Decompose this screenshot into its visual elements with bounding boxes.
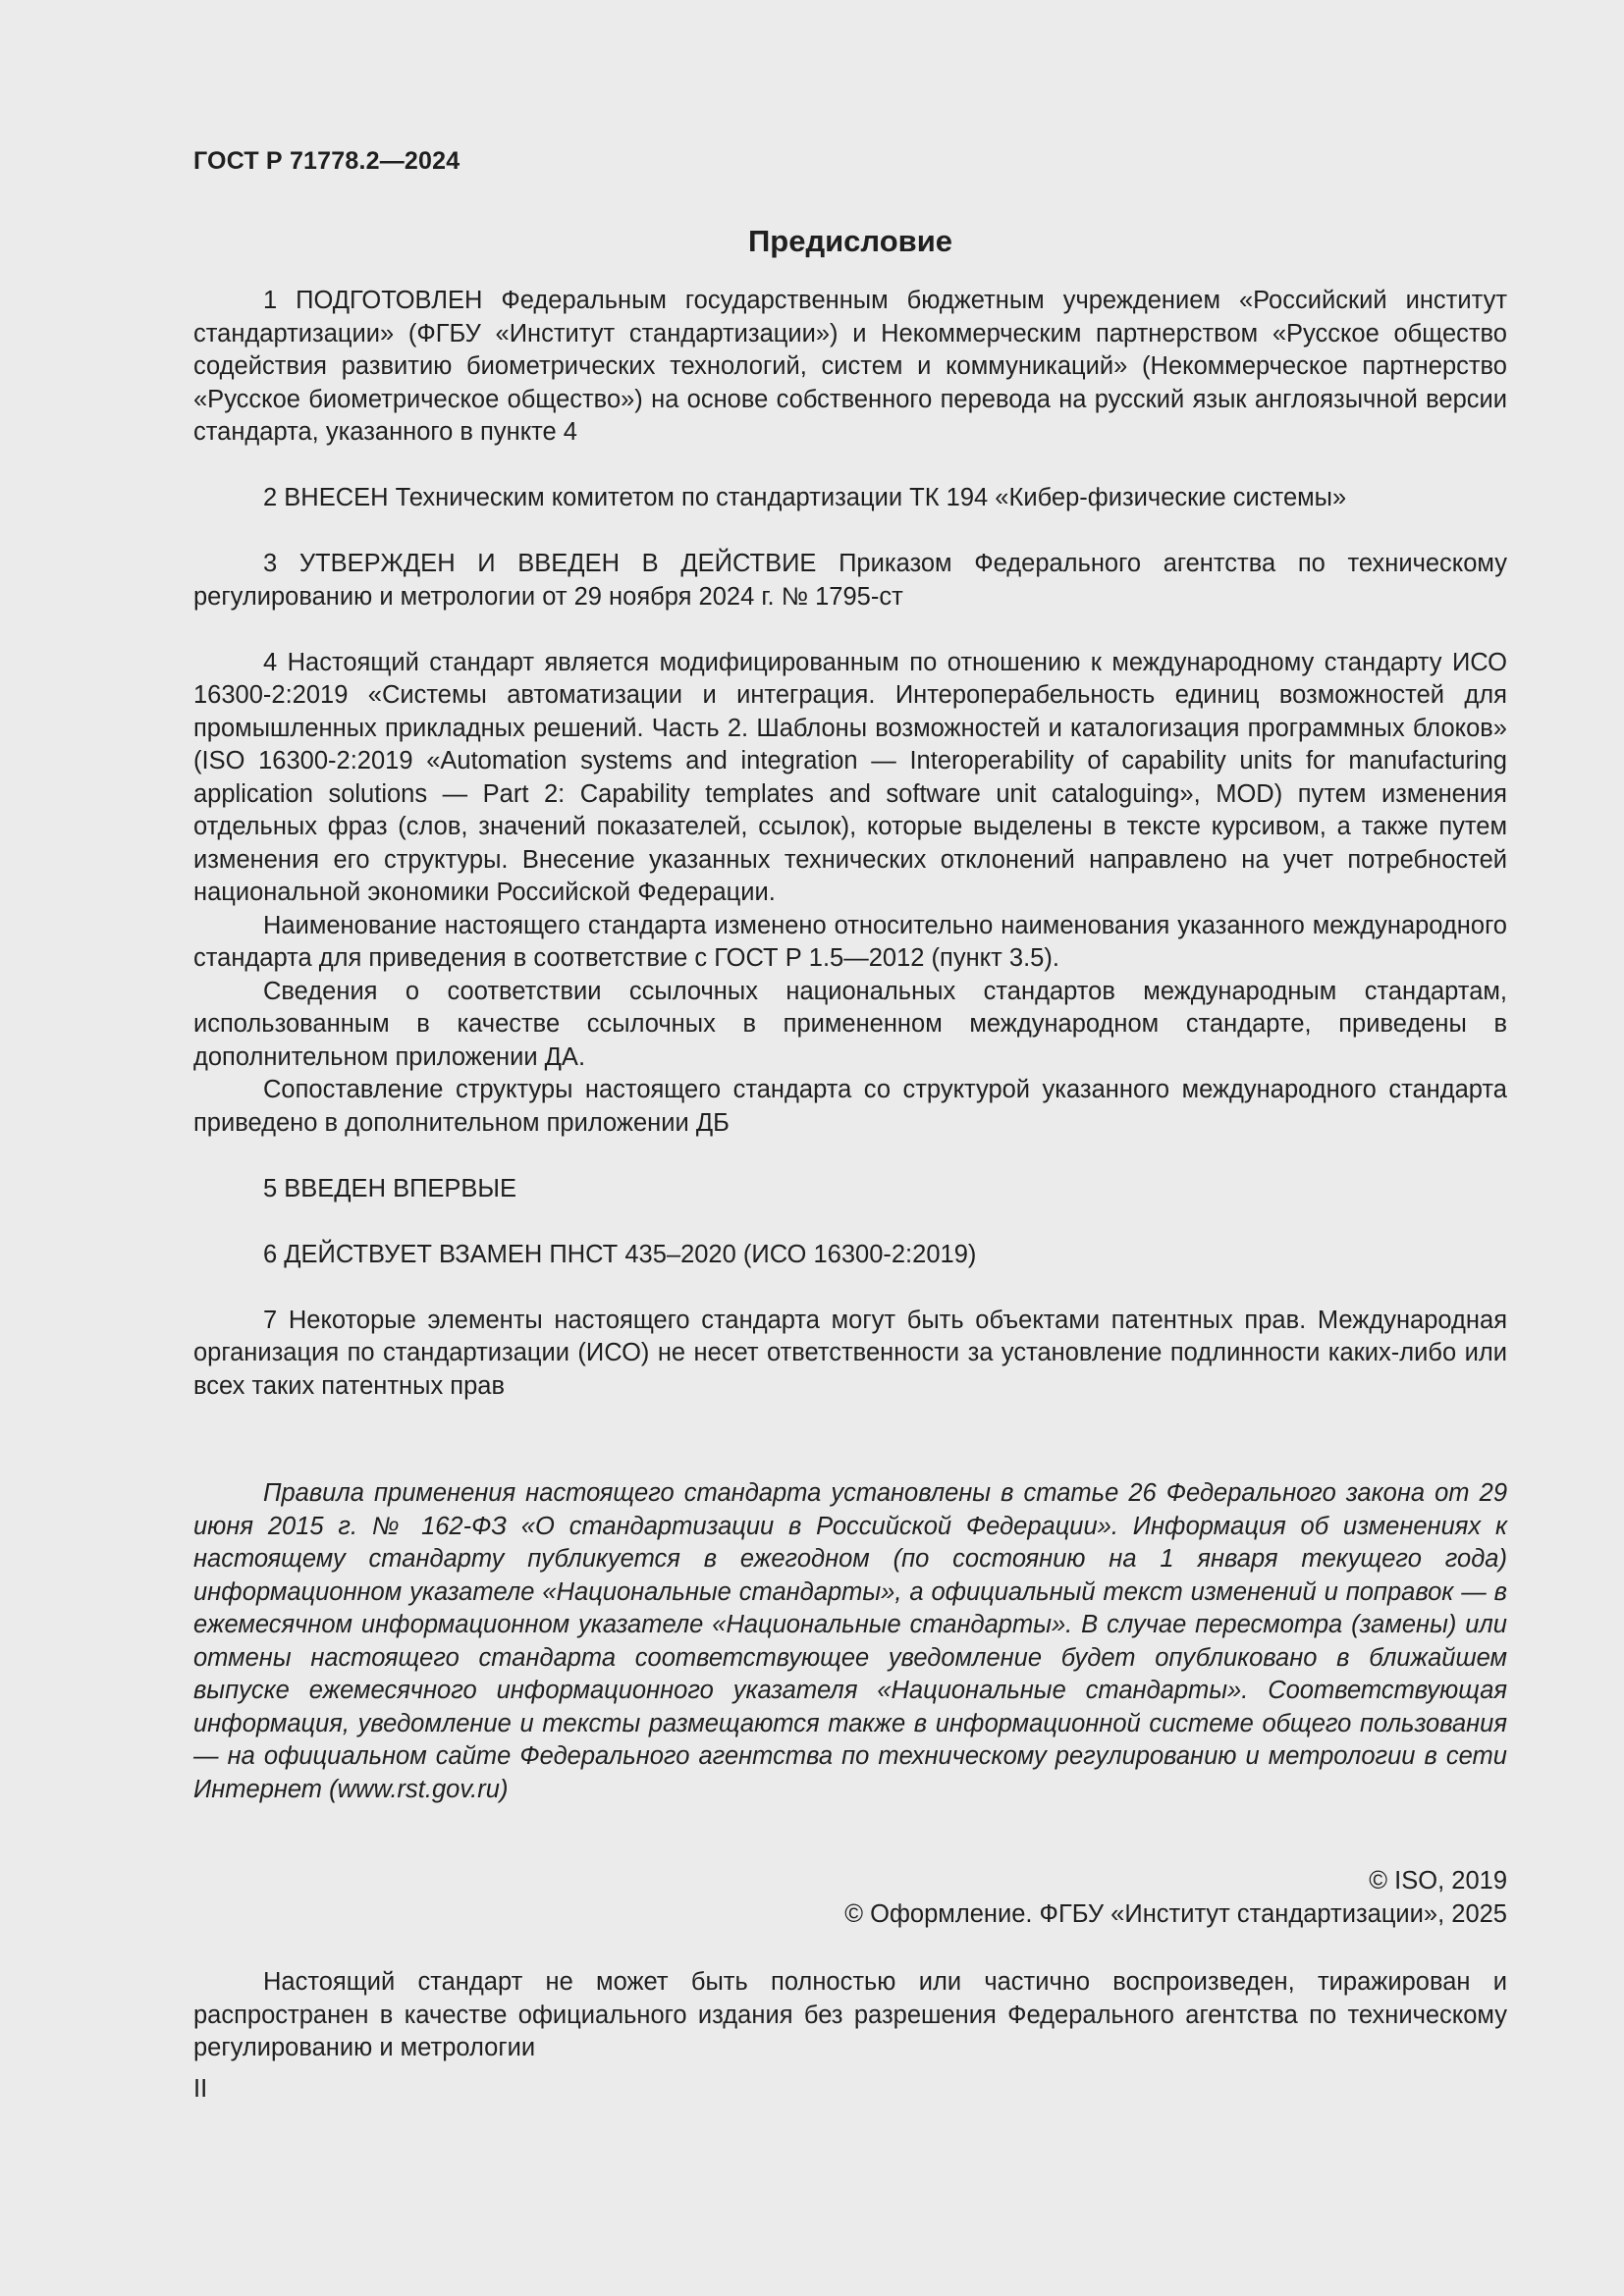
- paragraph-item-4: 4 Настоящий стандарт является модифицированным по отношению к международному стандарту ИСО 16300-2:2019 «Системы автоматизации и интеграция. Интероперабельность единиц возможностей для промышленных прикладных решений. Часть 2. Шаблоны возможностей и каталогизация программных блоков» (ISO 16300-2:2019 «Automation systems and integration — Interoperability of capability units for manufacturing application solutions — Part 2: Capability templates and software unit cataloguing», MOD) путем изменения отдельных фраз (слов, значений показателей, ссылок), которые выделены в тексте курсивом, а также путем изменения его структуры. Внесение указанных технических отклонений направлено на учет потребностей национальной экономики Российской Федерации.: [193, 648, 1507, 906]
- paragraph-item-7: 7 Некоторые элементы настоящего стандарта могут быть объектами патентных прав. Международная организация по стандартизации (ИСО) не несет ответственности за установление подлинности каких-либо или всех таких патентных прав: [193, 1306, 1507, 1400]
- paragraph-item-3: 3 УТВЕРЖДЕН И ВВЕДЕН В ДЕЙСТВИЕ Приказом Федерального агентства по техническому регулированию и метрологии от 29 ноября 2024 г. № 1795-ст: [193, 550, 1507, 611]
- page-title: Предисловие: [747, 224, 952, 258]
- foreword-body: [193, 285, 1507, 1806]
- paragraph-item-4-title-note: Наименование настоящего стандарта изменено относительно наименования указанного международного стандарта для приведения в соответствие с ГОСТ Р 1.5—2012 (пункт 3.5).: [193, 911, 1507, 972]
- paragraph-item-4-references-note: Сведения о соответствии ссылочных национальных стандартов международным стандартам, использованным в качестве ссылочных в примененном международном стандарте, приведены в дополнительном приложении ДА.: [193, 977, 1507, 1071]
- paragraph-item-2: 2 ВНЕСЕН Техническим комитетом по стандартизации ТК 194 «Кибер-физические системы»: [263, 484, 1347, 511]
- paragraph-item-6: 6 ДЕЙСТВУЕТ ВЗАМЕН ПНСТ 435–2020 (ИСО 16300-2:2019): [263, 1240, 977, 1268]
- document-code: ГОСТ Р 71778.2—2024: [193, 147, 460, 175]
- notice-paragraph: Настоящий стандарт не может быть полностью или частично воспроизведен, тиражирован и распространен в качестве официального издания без разрешения Федерального агентства по техническому регулированию и метрологии: [193, 1968, 1507, 2061]
- paragraph-item-5: 5 ВВЕДЕН ВПЕРВЫЕ: [263, 1174, 517, 1202]
- reproduction-notice: [193, 1966, 1507, 2065]
- copyright-block: [844, 1865, 1507, 1931]
- rules-paragraph: Правила применения настоящего стандарта установлены в статье 26 Федерального закона от 29 июня 2015 г. № 162-ФЗ «О стандартизации в Российской Федерации». Информация об изменениях к настоящему стандарту публикуется в ежегодном (по состоянию на 1 января текущего года) информационном указателе «Национальные стандарты», а официальный текст изменений и поправок — в ежемесячном информационном указателе «Национальные стандарты». В случае пересмотра (замены) или отмены настоящего стандарта соответствующее уведомление будет опубликовано в ближайшем выпуске ежемесячного информационного указателя «Национальные стандарты». Соответствующая информация, уведомление и тексты размещаются также в информационной системе общего пользования — на официальном сайте Федерального агентства по техническому регулированию и метрологии в сети Интернет (www.rst.gov.ru): [193, 1479, 1507, 1803]
- paragraph-item-1: 1 ПОДГОТОВЛЕН Федеральным государственным бюджетным учреждением «Российский институт стандартизации» (ФГБУ «Институт стандартизации») и Некоммерческим партнерством «Русское общество содействия развитию биометрических технологий, систем и коммуникаций» (Некоммерческое партнерство «Русское биометрическое общество») на основе собственного перевода на русский язык англоязычной версии стандарта, указанного в пункте 4: [193, 287, 1507, 446]
- paragraph-item-4-structure-note: Сопоставление структуры настоящего стандарта со структурой указанного международного стандарта приведено в дополнительном приложении ДБ: [193, 1076, 1507, 1137]
- copyright-iso: © ISO, 2019: [1369, 1867, 1507, 1895]
- document-page: [193, 0, 1507, 2296]
- page-number: II: [193, 2075, 208, 2103]
- copyright-design: © Оформление. ФГБУ «Институт стандартизации», 2025: [844, 1899, 1507, 1928]
